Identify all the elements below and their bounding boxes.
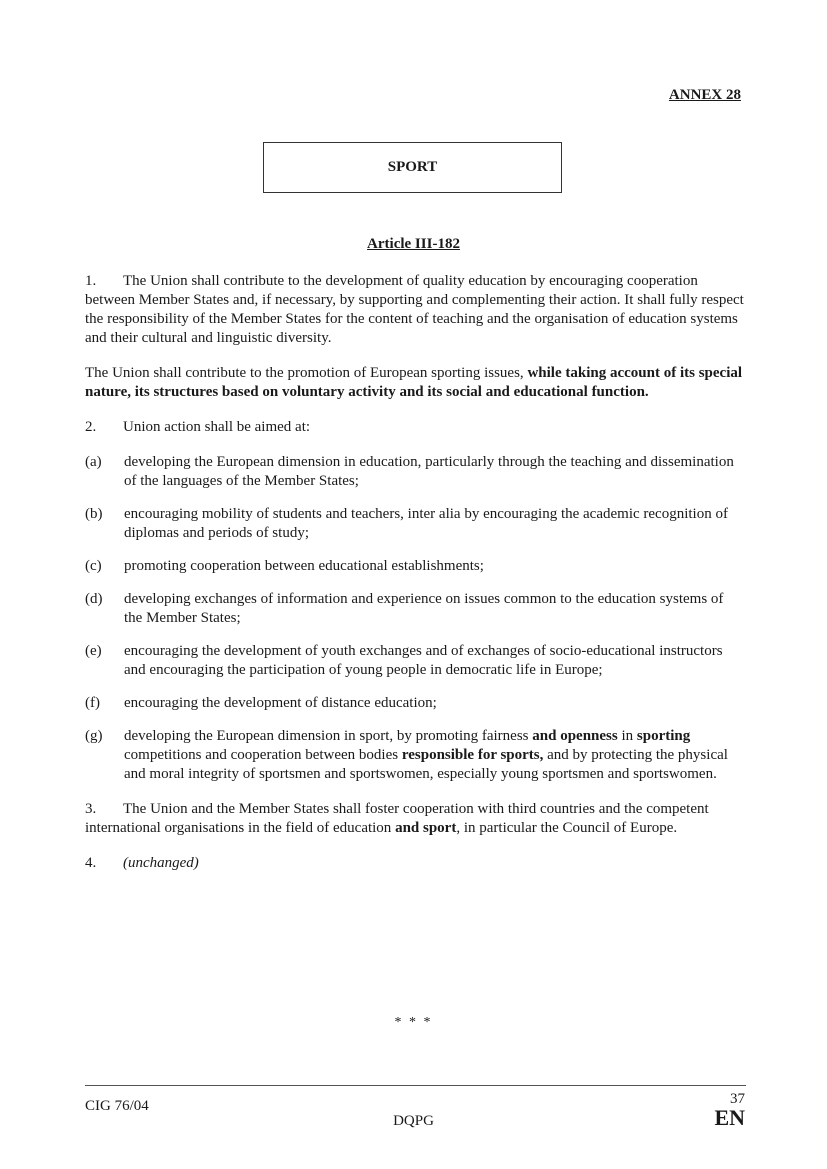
section-title-box bbox=[263, 142, 562, 193]
paragraph-text: The Union shall contribute to the promotion of European sporting issues, bbox=[85, 365, 528, 381]
section-title: SPORT bbox=[387, 159, 438, 175]
paragraph-number: 3. bbox=[85, 801, 97, 817]
paragraph-number: 2. bbox=[85, 419, 97, 435]
text-run: developing the European dimension in sport, by promoting fairness bbox=[124, 728, 533, 744]
item-label: (c) bbox=[85, 558, 102, 574]
text-run: competitions and cooperation between bodies bbox=[124, 747, 402, 763]
item-text: promoting cooperation between educational establishments; bbox=[124, 558, 484, 574]
paragraph-text: The Union shall contribute to the development of quality education by encouraging cooperation between Member States and, if necessary, by supporting and complementing their action. It shall fully respect the responsibility of the Member States for the content of teaching and the organisation of education systems and their cultural and linguistic diversity. bbox=[85, 273, 744, 346]
language-code: EN bbox=[714, 1105, 745, 1130]
list-item-sport bbox=[85, 727, 745, 784]
document-reference: CIG 76/04 bbox=[85, 1098, 149, 1114]
paragraph-text: (unchanged) bbox=[123, 855, 199, 871]
department-code: DQPG bbox=[393, 1113, 434, 1129]
paragraph-3 bbox=[85, 800, 745, 838]
item-text bbox=[124, 727, 745, 784]
item-text: encouraging the development of distance education; bbox=[124, 695, 437, 711]
paragraph-text: Union action shall be aimed at: bbox=[123, 419, 311, 435]
amended-text: responsible for sports, bbox=[401, 747, 544, 763]
item-text: encouraging mobility of students and teachers, inter alia by encouraging the academic recognition of diplomas and periods of study; bbox=[124, 506, 728, 541]
paragraph-sport bbox=[85, 364, 745, 402]
text-run: in bbox=[617, 728, 637, 744]
item-text: encouraging the development of youth exchanges and of exchanges of socio-educational instructors and encouraging the participation of young people in democratic life in Europe; bbox=[124, 643, 723, 678]
page-number: 37 bbox=[730, 1091, 745, 1107]
paragraph-number: 1. bbox=[85, 273, 97, 289]
paragraph-2 bbox=[85, 418, 745, 437]
item-label: (a) bbox=[85, 454, 102, 470]
annex-number: ANNEX 28 bbox=[668, 87, 741, 103]
amended-text: and openness bbox=[532, 728, 618, 744]
item-label: (b) bbox=[85, 506, 103, 522]
footer-rule bbox=[85, 1085, 746, 1086]
article-body bbox=[85, 272, 745, 887]
list-item bbox=[85, 590, 745, 628]
item-label: (g) bbox=[85, 728, 103, 744]
text-run: and by protecting the physical and moral integrity of sportsmen and sportswomen, especially young sportsmen and sportswomen. bbox=[124, 747, 728, 782]
paragraph-4 bbox=[85, 854, 745, 873]
list-item bbox=[85, 505, 745, 543]
list-item bbox=[85, 453, 745, 491]
article-heading: Article III-182 bbox=[367, 236, 460, 252]
list-item bbox=[85, 557, 745, 576]
item-label: (e) bbox=[85, 643, 102, 659]
item-text: developing the European dimension in education, particularly through the teaching and dissemination of the languages of the Member States; bbox=[124, 454, 734, 489]
amended-text: while taking account of its special nature, its structures based on voluntary activity and its social and educational function. bbox=[85, 365, 743, 400]
item-text: developing exchanges of information and experience on issues common to the education systems of the Member States; bbox=[124, 591, 724, 626]
text-run: , in particular the Council of Europe. bbox=[456, 820, 678, 836]
amended-text: and sport bbox=[395, 820, 457, 836]
list-item bbox=[85, 694, 745, 713]
item-label: (d) bbox=[85, 591, 103, 607]
paragraph-number: 4. bbox=[85, 855, 97, 871]
section-separator: * * * bbox=[394, 1015, 433, 1030]
text-run: The Union and the Member States shall foster cooperation with third countries and the competent international organisations in the field of education bbox=[85, 801, 709, 836]
item-label: (f) bbox=[85, 695, 100, 711]
list-item bbox=[85, 642, 745, 680]
paragraph-1 bbox=[85, 272, 745, 348]
amended-text: sporting bbox=[636, 728, 691, 744]
